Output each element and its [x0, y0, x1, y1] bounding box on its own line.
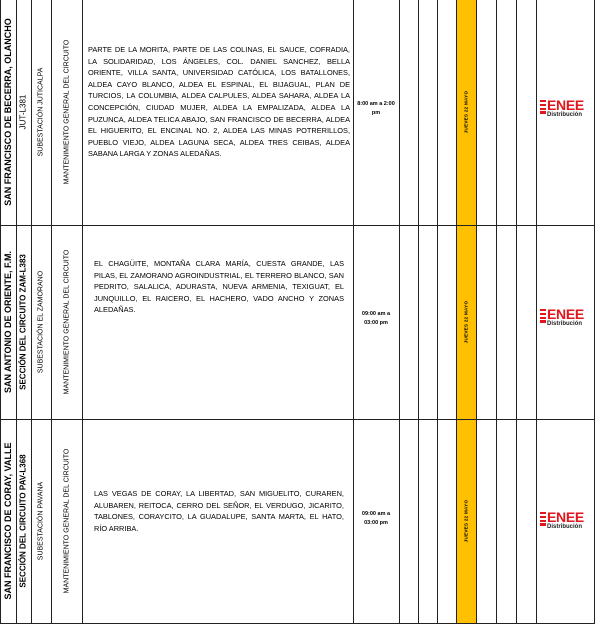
affected-areas: EL CHAGÜITE, MONTAÑA CLARA MARÍA, CUESTA GRANDE, LAS PILAS, EL ZAMORANO AGROINDUSTRIAL, EL TERRERO BLANCO, SAN PEDRITO, SALALICA, ADURASTA, NUEVA ARMENIA, TEXIGUAT, EL JUNQUILLO, EL RAICERO, EL HACHERO, VADO ANCHO Y ZONAS ALEDAÑAS.: [94, 259, 344, 315]
grid-line: [437, 0, 438, 624]
substation-cell: SUBESTACIÓN EL ZAMORANO: [37, 270, 45, 374]
location-cell: SAN ANTONIO DE ORIENTE, F.M.: [3, 250, 13, 394]
grid-line: [536, 0, 537, 624]
row-divider: [0, 419, 595, 420]
circuit-cell: JUT-L381: [18, 94, 28, 130]
substation-cell: SUBESTACIÓN PAVANA: [37, 481, 45, 561]
enee-logo: [540, 307, 592, 331]
grid-line: [456, 0, 457, 624]
circuit-cell: SECCIÓN DEL CIRCUITO ZAM-L383: [18, 254, 28, 390]
logo-word: ENEE: [547, 97, 584, 113]
grid-line: [51, 0, 52, 624]
schedule-time: [354, 310, 398, 328]
activity-cell: MANTENIMIENTO GENERAL DEL CIRCUITO: [63, 39, 71, 185]
affected-areas: LAS VEGAS DE CORAY, LA LIBERTAD, SAN MIGUELITO, CURAREN, ALUBAREN, REITOCA, CERRO DEL SEÑOR, EL VERDUGO, JICARITO, TABLONES, CORAYCITO, LA GUADALUPE, SANTA MARTA, EL HATO, RÍO ARRIBA.: [94, 489, 344, 533]
grid-line: [516, 0, 517, 624]
location-cell: SAN FRANCISCO DE BECERRA, OLANCHO: [3, 18, 13, 206]
enee-logo-bars-icon: [540, 512, 546, 526]
affected-areas: PARTE DE LA MORITA, PARTE DE LAS COLINAS, EL SAUCE, COFRADIA, LA SOLIDARIDAD, LOS ÁNGELES, COL. DANIEL SANCHEZ, BELLA ORIENTE, VILLA SANTA, UNIVERSIDAD CATÓLICA, LOS BATALLONES, ALDEA CAYO BLANCO, ALDEA EL ESPINAL, EL BIJAGUAL, PLAN DE TURCIOS, LA COLUMBIA, ALDEA CALPULES, ALDEA SAHARA, ALDEA LA CONCEPCIÓN, CIUDAD MUJER, ALDEA LA EMPALIZADA, ALDEA LA PUZUNCA, ALDEA TELICA ABAJO, SAN FRANCISCO DE BECERRA, ALDEA EL HIGUERITO, EL ENCINAL NO. 2, ALDEA LAS MINAS POTRERILLOS, PUEBLO VIEJO, ALDEA LAGUNA SECA, ALDEA TRES CEIBAS, ALDEA SABANA LARGA Y ZONAS ALEDAÑAS.: [88, 45, 350, 159]
enee-logo-bars-icon: [540, 100, 546, 114]
enee-logo-bars-icon: [540, 309, 546, 323]
logo-word: ENEE: [547, 509, 584, 525]
row-divider: [0, 225, 595, 226]
enee-logo: [540, 510, 592, 534]
day-cell: JUEVES 22 MAYO: [463, 499, 469, 543]
activity-cell: MANTENIMIENTO GENERAL DEL CIRCUITO: [63, 249, 71, 395]
grid-line: [418, 0, 419, 624]
activity-cell: MANTENIMIENTO GENERAL DEL CIRCUITO: [63, 448, 71, 594]
location-cell: SAN FRANCISCO DE CORAY, VALLE: [3, 442, 13, 600]
day-cell: JUEVES 22 MAYO: [463, 300, 469, 344]
grid-line: [16, 0, 17, 624]
grid-line: [82, 0, 83, 624]
logo-subtitle: Distribución: [547, 112, 583, 118]
logo-subtitle: Distribución: [547, 524, 583, 530]
logo-subtitle: Distribución: [547, 321, 583, 327]
grid-line: [399, 0, 400, 624]
grid-line: [0, 0, 1, 624]
grid-line: [476, 0, 477, 624]
day-cell: JUEVES 22 MAYO: [463, 90, 469, 134]
grid-line: [496, 0, 497, 624]
time-start: 09:00 am a: [361, 511, 391, 517]
time-end: 03:00 pm: [364, 520, 388, 526]
substation-cell: SUBESTACIÓN JUTICALPA: [37, 67, 45, 157]
enee-logo: [540, 98, 592, 122]
schedule-time: [354, 510, 398, 528]
time-start: 8:00 am a 2:00: [357, 101, 395, 107]
schedule-time: [354, 100, 398, 118]
circuit-cell: SECCIÓN DEL CIRCUITO PAV-L368: [18, 454, 28, 588]
time-end: pm: [371, 110, 381, 116]
time-end: 03:00 pm: [364, 320, 388, 326]
time-start: 09:00 am a: [361, 311, 391, 317]
logo-word: ENEE: [547, 306, 584, 322]
grid-line: [31, 0, 32, 624]
